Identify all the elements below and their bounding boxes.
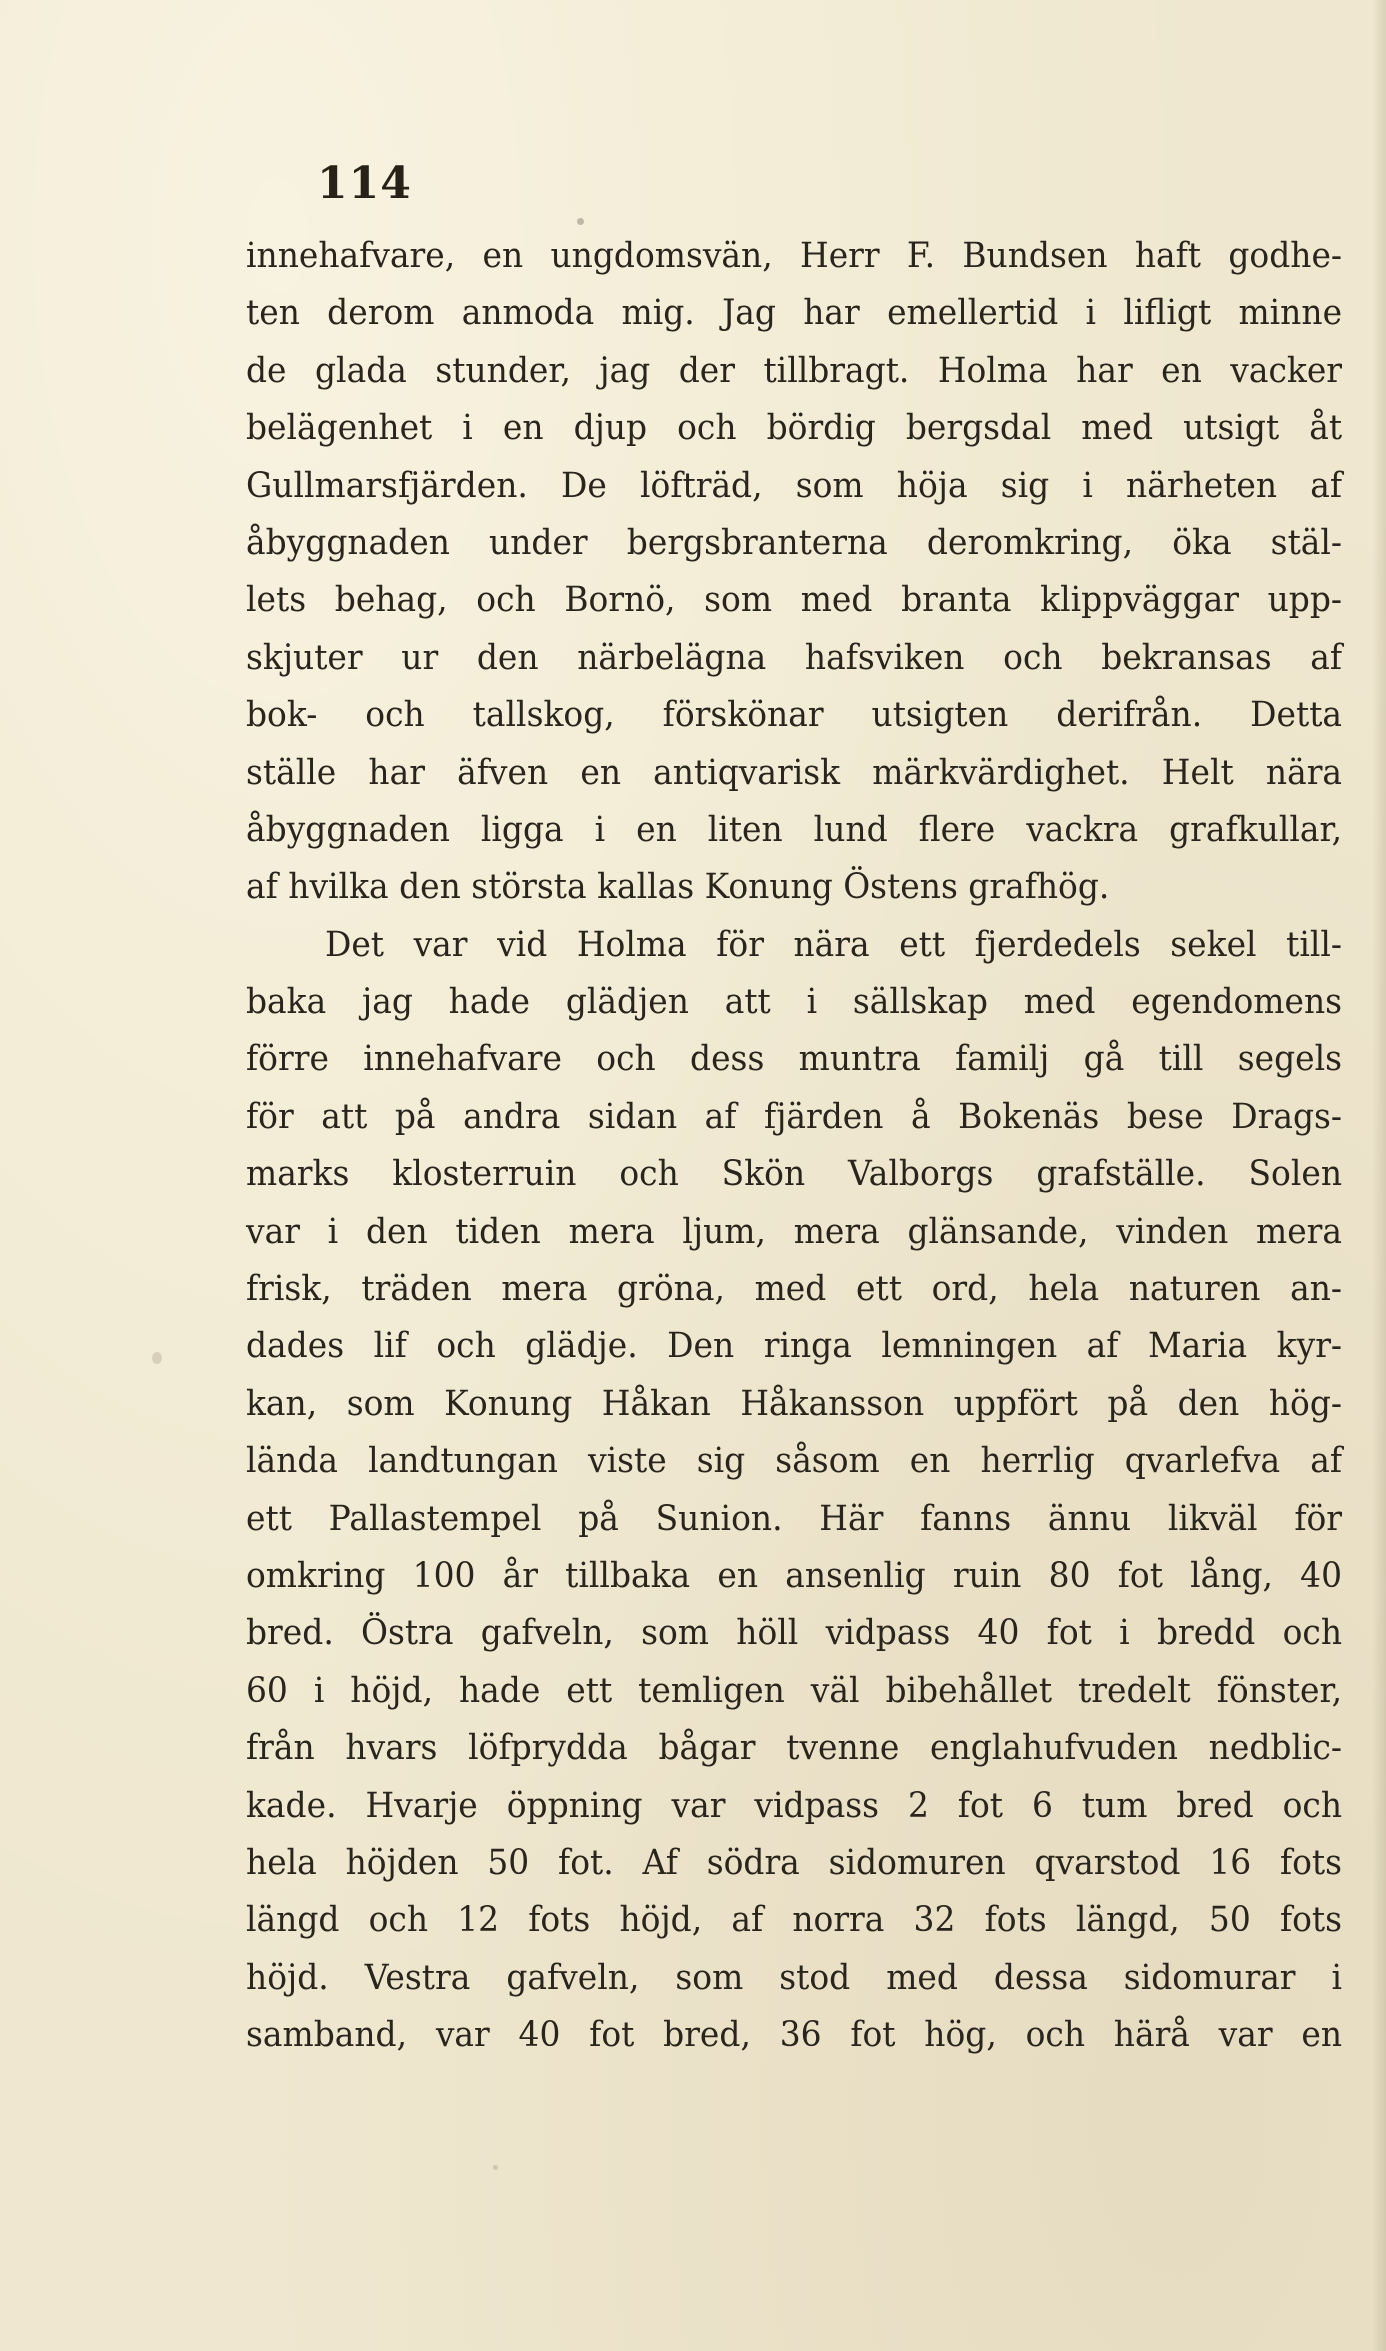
- text-line: lets behag, och Bornö, som med branta klippväggar upp-: [246, 580, 1343, 621]
- text-line: ett Pallastempel på Sunion. Här fanns ännu likväl för: [246, 1498, 1343, 1539]
- text-line: de glada stunder, jag der tillbragt. Holma har en vacker: [246, 350, 1343, 391]
- text-line: bok- och tallskog, förskönar utsigten derifrån. Detta: [246, 695, 1343, 736]
- text-line: Gullmarsfjärden. De löfträd, som höja sig i närheten af: [246, 465, 1343, 506]
- text-line: kan, som Konung Håkan Håkansson uppfört på den hög-: [246, 1383, 1343, 1424]
- text-line: af hvilka den största kallas Konung Östens grafhög.: [246, 867, 1110, 908]
- text-line: belägenhet i en djup och bördig bergsdal med utsigt åt: [246, 408, 1343, 449]
- text-line: kade. Hvarje öppning var vidpass 2 fot 6 tum bred och: [246, 1785, 1343, 1826]
- paper-speck: [152, 1352, 162, 1364]
- text-line: för att på andra sidan af fjärden å Bokenäs bese Drags-: [246, 1096, 1343, 1137]
- text-line: hela höjden 50 fot. Af södra sidomuren qvarstod 16 fots: [246, 1842, 1343, 1883]
- text-line: var i den tiden mera ljum, mera glänsande, vinden mera: [246, 1211, 1343, 1252]
- text-line: innehafvare, en ungdomsvän, Herr F. Bundsen haft godhe-: [246, 236, 1343, 276]
- page-number: 114: [317, 158, 412, 209]
- text-line: längd och 12 fots höjd, af norra 32 fots längd, 50 fots: [246, 1900, 1343, 1941]
- paper-speck: [577, 218, 584, 225]
- text-line: förre innehafvare och dess muntra familj gå till segels: [246, 1039, 1343, 1080]
- text-line: åbyggnaden ligga i en liten lund flere vackra grafkullar,: [246, 809, 1343, 850]
- text-line: bred. Östra gafveln, som höll vidpass 40 fot i bredd och: [246, 1613, 1343, 1654]
- text-line: ten derom anmoda mig. Jag har emellertid i lifligt minne: [246, 293, 1343, 334]
- text-line: omkring 100 år tillbaka en ansenlig ruin 80 fot lång, 40: [246, 1555, 1343, 1596]
- text-line: baka jag hade glädjen att i sällskap med egendomens: [246, 982, 1343, 1023]
- paper-speck: [493, 2165, 498, 2170]
- text-line: dades lif och glädje. Den ringa lemningen af Maria kyr-: [246, 1326, 1343, 1367]
- text-line: höjd. Vestra gafveln, som stod med dessa sidomurar i: [246, 1957, 1343, 1998]
- text-line: skjuter ur den närbelägna hafsviken och bekransas af: [246, 637, 1343, 678]
- text-line: ställe har äfven en antiqvarisk märkvärdighet. Helt nära: [246, 752, 1343, 793]
- text-line: lända landtungan viste sig såsom en herrlig qvarlefva af: [246, 1441, 1343, 1482]
- text-line: åbyggnaden under bergsbranterna deromkring, öka stäl-: [246, 522, 1343, 563]
- paragraph-start-line: Det var vid Holma för nära ett fjerdedels sekel till-: [324, 924, 1343, 965]
- text-line: samband, var 40 fot bred, 36 fot hög, och härå var en: [246, 2015, 1343, 2056]
- body-text: [246, 228, 1342, 2065]
- text-line: frisk, träden mera gröna, med ett ord, hela naturen an-: [246, 1269, 1343, 1310]
- text-line: marks klosterruin och Skön Valborgs grafställe. Solen: [246, 1154, 1343, 1195]
- text-line: från hvars löfprydda bågar tvenne englahufvuden nedblic-: [246, 1728, 1343, 1769]
- page-edge-shadow: [1372, 0, 1386, 2351]
- text-line: 60 i höjd, hade ett temligen väl bibehållet tredelt fönster,: [246, 1670, 1343, 1711]
